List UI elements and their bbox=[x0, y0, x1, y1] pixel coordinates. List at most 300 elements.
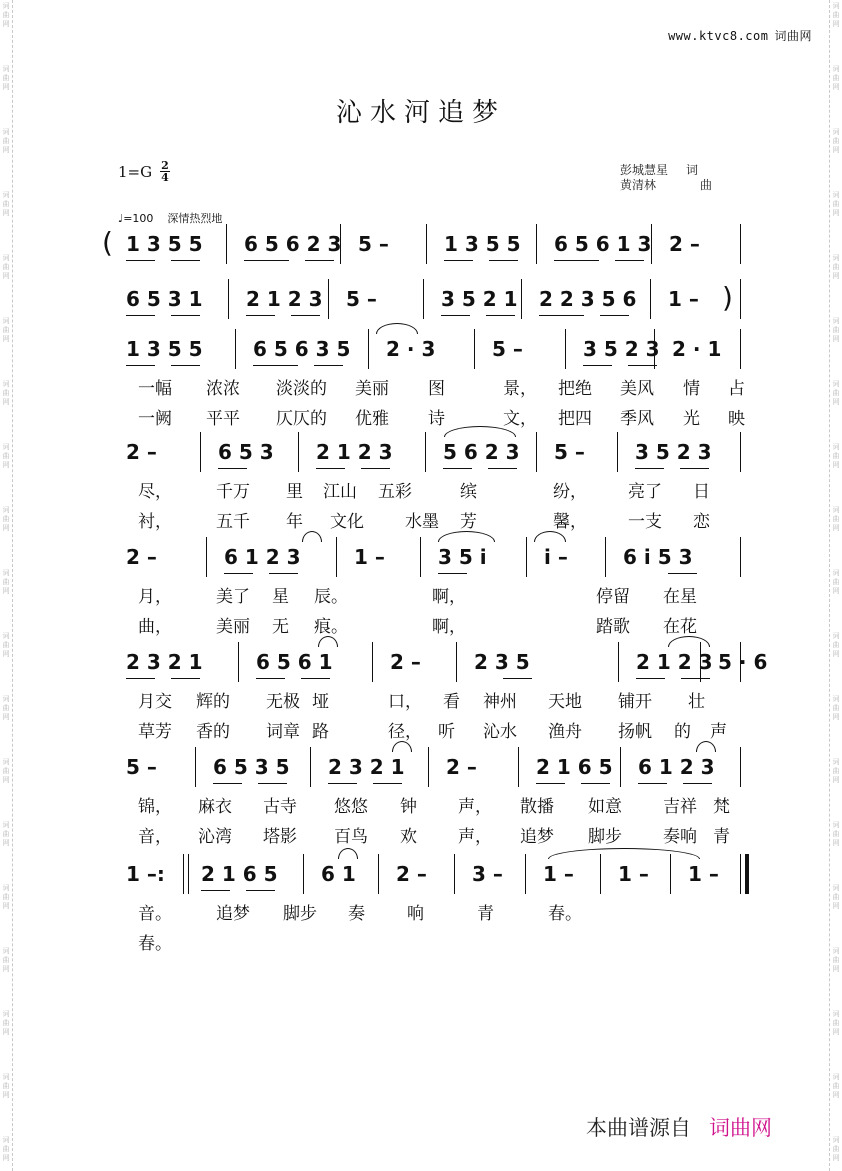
beam-line bbox=[256, 678, 285, 679]
barline bbox=[565, 329, 566, 369]
watermark-text: 词曲网 bbox=[832, 254, 840, 280]
barline bbox=[378, 854, 379, 894]
beam-line bbox=[581, 783, 610, 784]
beam-line bbox=[373, 783, 402, 784]
measure-notes: 3 5 2 3 bbox=[583, 337, 660, 361]
watermark-text: 词曲网 bbox=[2, 191, 10, 217]
lyric-word: 占 bbox=[728, 379, 745, 399]
barline bbox=[605, 537, 606, 577]
beam-line bbox=[554, 260, 599, 261]
lyric-word: 淡淡的 bbox=[276, 379, 327, 399]
lyric-word: 光 bbox=[683, 409, 700, 429]
repeat-close-paren: ) bbox=[722, 281, 733, 314]
lyric-word: 麻衣 bbox=[198, 797, 232, 817]
measure-notes: 5 – bbox=[126, 755, 157, 779]
measure-notes: 1 – bbox=[618, 862, 649, 886]
measure-notes: 6 1 bbox=[321, 862, 356, 886]
slur-mark bbox=[696, 741, 716, 752]
measure-notes: 6 5 6 3 5 bbox=[253, 337, 351, 361]
lyric-word: 衬， bbox=[138, 512, 172, 532]
lyrics-verse-1 bbox=[108, 899, 740, 924]
lyric-word: 平平 bbox=[206, 409, 240, 429]
footer-credit bbox=[586, 1112, 772, 1142]
time-signature bbox=[160, 160, 170, 183]
lyrics-verse-2 bbox=[108, 507, 740, 532]
beam-line bbox=[636, 678, 665, 679]
notes-row bbox=[108, 281, 740, 317]
slur-mark bbox=[392, 741, 412, 752]
barline bbox=[298, 432, 299, 472]
lyric-word: 词章 bbox=[266, 722, 300, 742]
watermark-text: 词曲网 bbox=[2, 2, 10, 28]
lyric-word: 无极 bbox=[266, 692, 300, 712]
lyric-word: 脚步 bbox=[588, 827, 622, 847]
watermark-text: 词曲网 bbox=[2, 443, 10, 469]
beam-line bbox=[536, 783, 565, 784]
watermark-text: 词曲网 bbox=[2, 1073, 10, 1099]
beam-line bbox=[316, 468, 345, 469]
beam-line bbox=[683, 783, 712, 784]
lyric-word: 声， bbox=[458, 797, 492, 817]
lyric-word: 美了 bbox=[216, 587, 250, 607]
beam-line bbox=[441, 315, 470, 316]
tempo-mood: 深情热烈地 bbox=[167, 212, 223, 225]
watermark-text: 词曲网 bbox=[832, 506, 840, 532]
key-signature bbox=[118, 160, 170, 183]
slur-mark bbox=[318, 636, 338, 647]
measure-notes: 5 – bbox=[346, 287, 377, 311]
watermark-text: 词曲网 bbox=[832, 1010, 840, 1036]
measure-notes: 1 –: bbox=[126, 862, 165, 886]
lyric-word: 百鸟 bbox=[334, 827, 368, 847]
barline bbox=[428, 747, 429, 787]
lyric-word: 踏歌 bbox=[596, 617, 630, 637]
lyric-word: 亮了 bbox=[628, 482, 662, 502]
measure-notes: 5 6 2 3 bbox=[443, 440, 520, 464]
lyric-word: 听 bbox=[438, 722, 455, 742]
composer-name: 黄清林 bbox=[620, 178, 657, 192]
beam-line bbox=[503, 678, 532, 679]
lyric-word: 月， bbox=[138, 587, 172, 607]
lyric-word: 优雅 bbox=[355, 409, 389, 429]
credits bbox=[620, 163, 712, 193]
lyric-word: 图 bbox=[428, 379, 445, 399]
lyric-word: 看 bbox=[443, 692, 460, 712]
lyric-word: 景， bbox=[503, 379, 537, 399]
watermark-text: 词曲网 bbox=[2, 1010, 10, 1036]
tempo-marking bbox=[118, 210, 222, 226]
measure-notes: 6 5 6 2 3 bbox=[244, 232, 342, 256]
lyric-word: 文， bbox=[503, 409, 537, 429]
measure-notes: 2 2 3 5 6 bbox=[539, 287, 637, 311]
beam-line bbox=[314, 365, 343, 366]
watermark-text: 词曲网 bbox=[2, 632, 10, 658]
lyric-word: 美风 bbox=[620, 379, 654, 399]
slur-mark bbox=[376, 323, 418, 334]
watermark-text: 词曲网 bbox=[832, 2, 840, 28]
barline bbox=[420, 537, 421, 577]
measure-notes: 5 – bbox=[358, 232, 389, 256]
watermark-text: 词曲网 bbox=[832, 758, 840, 784]
lyric-word: 路 bbox=[312, 722, 329, 742]
lyric-word: 五彩 bbox=[378, 482, 412, 502]
watermark-text: 词曲网 bbox=[832, 695, 840, 721]
lyric-word: 啊， bbox=[432, 617, 466, 637]
slur-mark bbox=[302, 531, 322, 542]
lyric-word: 古寺 bbox=[263, 797, 297, 817]
lyric-word: 痕。 bbox=[314, 617, 348, 637]
notes-row bbox=[102, 226, 740, 262]
beam-line bbox=[668, 573, 697, 574]
measure-notes: 2 1 2 3 bbox=[316, 440, 393, 464]
lyrics-verse-2 bbox=[108, 822, 740, 847]
watermark-text: 词曲网 bbox=[832, 380, 840, 406]
beam-line bbox=[361, 468, 390, 469]
lyric-word: 声 bbox=[710, 722, 727, 742]
beam-line bbox=[126, 260, 155, 261]
lyric-word: 季风 bbox=[620, 409, 654, 429]
measure-notes: 2 – bbox=[126, 545, 157, 569]
barline bbox=[740, 747, 741, 787]
beam-line bbox=[635, 468, 664, 469]
barline bbox=[525, 854, 526, 894]
notes-row bbox=[108, 337, 740, 367]
lyric-word: 啊， bbox=[432, 587, 466, 607]
slur-mark bbox=[438, 531, 495, 542]
lyric-word: 扬帆 bbox=[618, 722, 652, 742]
barline bbox=[740, 432, 741, 472]
measure-notes: 3 5 i bbox=[438, 545, 487, 569]
barline bbox=[526, 537, 527, 577]
lyric-word: 音。 bbox=[138, 904, 172, 924]
lyric-word: 沁湾 bbox=[198, 827, 232, 847]
barline bbox=[521, 279, 522, 319]
measure-notes: 3 – bbox=[472, 862, 503, 886]
beam-line bbox=[218, 468, 247, 469]
lyric-word: 江山 bbox=[323, 482, 357, 502]
lyric-word: 壮 bbox=[688, 692, 705, 712]
lyrics-verse-2 bbox=[108, 929, 740, 954]
barline bbox=[372, 642, 373, 682]
lyric-word: 口， bbox=[388, 692, 422, 712]
beam-line bbox=[681, 678, 710, 679]
lyric-word: 如意 bbox=[588, 797, 622, 817]
measure-notes: i – bbox=[544, 545, 568, 569]
beam-line bbox=[253, 365, 298, 366]
lyric-word: 无 bbox=[272, 617, 289, 637]
lyric-word: 一阙 bbox=[138, 409, 172, 429]
beam-line bbox=[328, 783, 357, 784]
watermark-text: 词曲网 bbox=[2, 947, 10, 973]
measure-notes: 2 – bbox=[126, 440, 157, 464]
lyric-word: 纷， bbox=[553, 482, 587, 502]
watermark-text: 词曲网 bbox=[832, 1073, 840, 1099]
beam-line bbox=[489, 260, 518, 261]
lyric-word: 辰。 bbox=[314, 587, 348, 607]
barline bbox=[536, 432, 537, 472]
lyric-word: 悠悠 bbox=[334, 797, 368, 817]
lyric-word: 月交 bbox=[138, 692, 172, 712]
lyric-word: 脚步 bbox=[283, 904, 317, 924]
notes-row bbox=[108, 545, 740, 575]
barline bbox=[310, 747, 311, 787]
lyric-word: 钟 bbox=[400, 797, 417, 817]
lyric-word: 天地 bbox=[548, 692, 582, 712]
beam-line bbox=[638, 783, 667, 784]
lyric-word: 星 bbox=[272, 587, 289, 607]
measure-notes: 5 – bbox=[492, 337, 523, 361]
site-name: 词曲网 bbox=[774, 29, 812, 43]
site-header bbox=[668, 27, 812, 44]
watermark-text: 词曲网 bbox=[2, 569, 10, 595]
lyric-word: 里 bbox=[286, 482, 303, 502]
barline bbox=[670, 854, 671, 894]
footer-brand[interactable]: 词曲网 bbox=[709, 1116, 772, 1140]
beam-line bbox=[305, 260, 334, 261]
barline bbox=[228, 279, 229, 319]
lyric-word: 垭 bbox=[312, 692, 329, 712]
notes-row bbox=[108, 650, 768, 680]
right-watermark-strip bbox=[829, 0, 842, 1171]
lyric-word: 铺开 bbox=[618, 692, 652, 712]
slur-mark bbox=[668, 636, 710, 647]
lyrics-verse-2 bbox=[108, 612, 740, 637]
measure-notes: 2 1 6 5 bbox=[201, 862, 278, 886]
lyric-word: 草芳 bbox=[138, 722, 172, 742]
beam-line bbox=[583, 365, 612, 366]
watermark-text: 词曲网 bbox=[2, 884, 10, 910]
watermark-text: 词曲网 bbox=[2, 128, 10, 154]
song-title: 沁水河追梦 bbox=[335, 98, 506, 128]
beam-line bbox=[126, 365, 155, 366]
lyrics-verse-1 bbox=[108, 477, 740, 502]
beam-line bbox=[246, 890, 275, 891]
notes-row bbox=[108, 862, 740, 892]
beam-line bbox=[171, 365, 200, 366]
beam-line bbox=[444, 260, 473, 261]
lyric-word: 尽， bbox=[138, 482, 172, 502]
beam-line bbox=[291, 315, 320, 316]
lyric-word: 仄仄的 bbox=[276, 409, 327, 429]
lyric-word: 锦， bbox=[138, 797, 172, 817]
barline bbox=[235, 329, 236, 369]
barline bbox=[740, 854, 741, 894]
beam-line bbox=[486, 315, 515, 316]
measure-notes: 1 3 5 5 bbox=[444, 232, 521, 256]
lyric-word: 年 bbox=[286, 512, 303, 532]
beam-line bbox=[126, 315, 155, 316]
barline bbox=[303, 854, 304, 894]
measure-notes: 6 1 2 3 bbox=[224, 545, 301, 569]
watermark-text: 词曲网 bbox=[2, 65, 10, 91]
watermark-text: 词曲网 bbox=[832, 317, 840, 343]
measure-notes: 6 1 2 3 bbox=[638, 755, 715, 779]
barline bbox=[238, 642, 239, 682]
lyric-word: 水墨 bbox=[405, 512, 439, 532]
beam-line bbox=[224, 573, 253, 574]
beam-line bbox=[258, 783, 287, 784]
lyric-word: 追梦 bbox=[216, 904, 250, 924]
lyric-word: 在星 bbox=[663, 587, 697, 607]
watermark-text: 词曲网 bbox=[2, 254, 10, 280]
watermark-text: 词曲网 bbox=[832, 1136, 840, 1162]
lyric-word: 曲， bbox=[138, 617, 172, 637]
barline bbox=[536, 224, 537, 264]
barline bbox=[200, 432, 201, 472]
beam-line bbox=[246, 315, 275, 316]
measure-notes: 2 1 2 3 bbox=[636, 650, 713, 674]
barline bbox=[740, 329, 741, 369]
beam-line bbox=[443, 468, 472, 469]
lyric-word: 一支 bbox=[628, 512, 662, 532]
barline bbox=[740, 537, 741, 577]
barline bbox=[456, 642, 457, 682]
site-url[interactable]: www.ktvc8.com bbox=[668, 29, 769, 43]
watermark-text: 词曲网 bbox=[832, 884, 840, 910]
measure-notes: 2 – bbox=[446, 755, 477, 779]
watermark-text: 词曲网 bbox=[832, 191, 840, 217]
repeat-open-paren: ( bbox=[102, 226, 113, 259]
measure-notes: 5 · 6 bbox=[718, 650, 768, 674]
lyrics-verse-1 bbox=[108, 687, 740, 712]
lyric-word: 的 bbox=[674, 722, 691, 742]
lyric-word: 在花 bbox=[663, 617, 697, 637]
lyric-word: 五千 bbox=[216, 512, 250, 532]
lyric-word: 美丽 bbox=[355, 379, 389, 399]
lyric-word: 情 bbox=[683, 379, 700, 399]
lyric-word: 诗 bbox=[428, 409, 445, 429]
lyric-word: 声， bbox=[458, 827, 492, 847]
lyric-word: 奏响 bbox=[663, 827, 697, 847]
measure-notes: 1 3 5 5 bbox=[126, 337, 203, 361]
beam-line bbox=[301, 678, 330, 679]
notes-row bbox=[108, 755, 740, 785]
lyric-word: 春。 bbox=[548, 904, 582, 924]
lyric-word: 把绝 bbox=[558, 379, 592, 399]
measure-notes: 2 · 3 bbox=[386, 337, 436, 361]
lyric-word: 一幅 bbox=[138, 379, 172, 399]
measure-notes: 3 5 2 3 bbox=[635, 440, 712, 464]
left-watermark-strip bbox=[0, 0, 13, 1171]
lyric-word: 日 bbox=[693, 482, 710, 502]
lyric-word: 文化 bbox=[330, 512, 364, 532]
barline bbox=[454, 854, 455, 894]
measure-notes: 6 5 6 1 bbox=[256, 650, 333, 674]
notes-row bbox=[108, 440, 740, 470]
watermark-text: 词曲网 bbox=[832, 443, 840, 469]
beam-line bbox=[171, 260, 200, 261]
watermark-text: 词曲网 bbox=[832, 65, 840, 91]
lyric-word: 追梦 bbox=[520, 827, 554, 847]
measure-notes: 2 3 5 bbox=[474, 650, 530, 674]
barline bbox=[425, 432, 426, 472]
barline bbox=[195, 747, 196, 787]
measure-notes: 2 1 2 3 bbox=[246, 287, 323, 311]
measure-notes: 1 – bbox=[543, 862, 574, 886]
barline bbox=[474, 329, 475, 369]
lyrics-verse-2 bbox=[108, 717, 740, 742]
measure-notes: 2 · 1 bbox=[672, 337, 722, 361]
beam-line bbox=[628, 365, 657, 366]
barline bbox=[328, 279, 329, 319]
lyric-word: 美丽 bbox=[216, 617, 250, 637]
watermark-text: 词曲网 bbox=[2, 317, 10, 343]
slur-mark bbox=[548, 848, 700, 859]
lyric-word: 春。 bbox=[138, 934, 172, 954]
beam-line bbox=[171, 678, 200, 679]
barline bbox=[336, 537, 337, 577]
slur-mark bbox=[338, 848, 358, 859]
measure-notes: 3 5 2 1 bbox=[441, 287, 518, 311]
barline bbox=[740, 224, 741, 264]
lyric-word: 沁水 bbox=[483, 722, 517, 742]
lyrics-verse-1 bbox=[108, 582, 740, 607]
barline bbox=[183, 854, 184, 894]
beam-line bbox=[201, 890, 230, 891]
beam-line bbox=[615, 260, 644, 261]
lyrics-verse-1 bbox=[108, 374, 745, 399]
lyric-word: 香的 bbox=[196, 722, 230, 742]
barline bbox=[423, 279, 424, 319]
measure-notes: 1 – bbox=[688, 862, 719, 886]
barline bbox=[617, 432, 618, 472]
beam-line bbox=[171, 315, 200, 316]
time-denominator: 4 bbox=[161, 171, 169, 184]
measure-notes: 5 – bbox=[554, 440, 585, 464]
watermark-text: 词曲网 bbox=[2, 506, 10, 532]
lyric-word: 缤 bbox=[460, 482, 477, 502]
measure-notes: 6 i 5 3 bbox=[623, 545, 693, 569]
measure-notes: 2 1 6 5 bbox=[536, 755, 613, 779]
slur-mark bbox=[534, 531, 566, 542]
watermark-text: 词曲网 bbox=[2, 758, 10, 784]
lyric-word: 径， bbox=[388, 722, 422, 742]
lyric-word: 散播 bbox=[520, 797, 554, 817]
barline bbox=[600, 854, 601, 894]
lyrics-verse-2 bbox=[108, 404, 745, 429]
measure-notes: 6 5 6 1 3 bbox=[554, 232, 652, 256]
barline bbox=[226, 224, 227, 264]
lyric-word: 梵 bbox=[713, 797, 730, 817]
lyric-word: 恋 bbox=[693, 512, 710, 532]
lyric-word: 青 bbox=[713, 827, 730, 847]
beam-line bbox=[269, 573, 298, 574]
lyric-word: 浓浓 bbox=[206, 379, 240, 399]
composer-role: 曲 bbox=[700, 178, 713, 192]
beam-line bbox=[488, 468, 517, 469]
beam-line bbox=[600, 315, 629, 316]
time-numerator: 2 bbox=[161, 159, 169, 172]
lyric-word: 把四 bbox=[558, 409, 592, 429]
measure-notes: 2 – bbox=[390, 650, 421, 674]
beam-line bbox=[126, 678, 155, 679]
watermark-text: 词曲网 bbox=[832, 821, 840, 847]
lyric-word: 渔舟 bbox=[548, 722, 582, 742]
key-label: 1=G bbox=[118, 162, 153, 181]
watermark-text: 词曲网 bbox=[2, 821, 10, 847]
watermark-text: 词曲网 bbox=[832, 128, 840, 154]
lyric-word: 塔影 bbox=[263, 827, 297, 847]
barline bbox=[620, 747, 621, 787]
barline bbox=[618, 642, 619, 682]
lyricist-name: 彭城慧星 bbox=[620, 163, 669, 177]
lyric-word: 音， bbox=[138, 827, 172, 847]
watermark-text: 词曲网 bbox=[832, 569, 840, 595]
lyric-word: 青 bbox=[477, 904, 494, 924]
measure-notes: 1 – bbox=[668, 287, 699, 311]
lyric-word: 欢 bbox=[400, 827, 417, 847]
footer-source-text: 本曲谱源自 bbox=[586, 1116, 691, 1140]
